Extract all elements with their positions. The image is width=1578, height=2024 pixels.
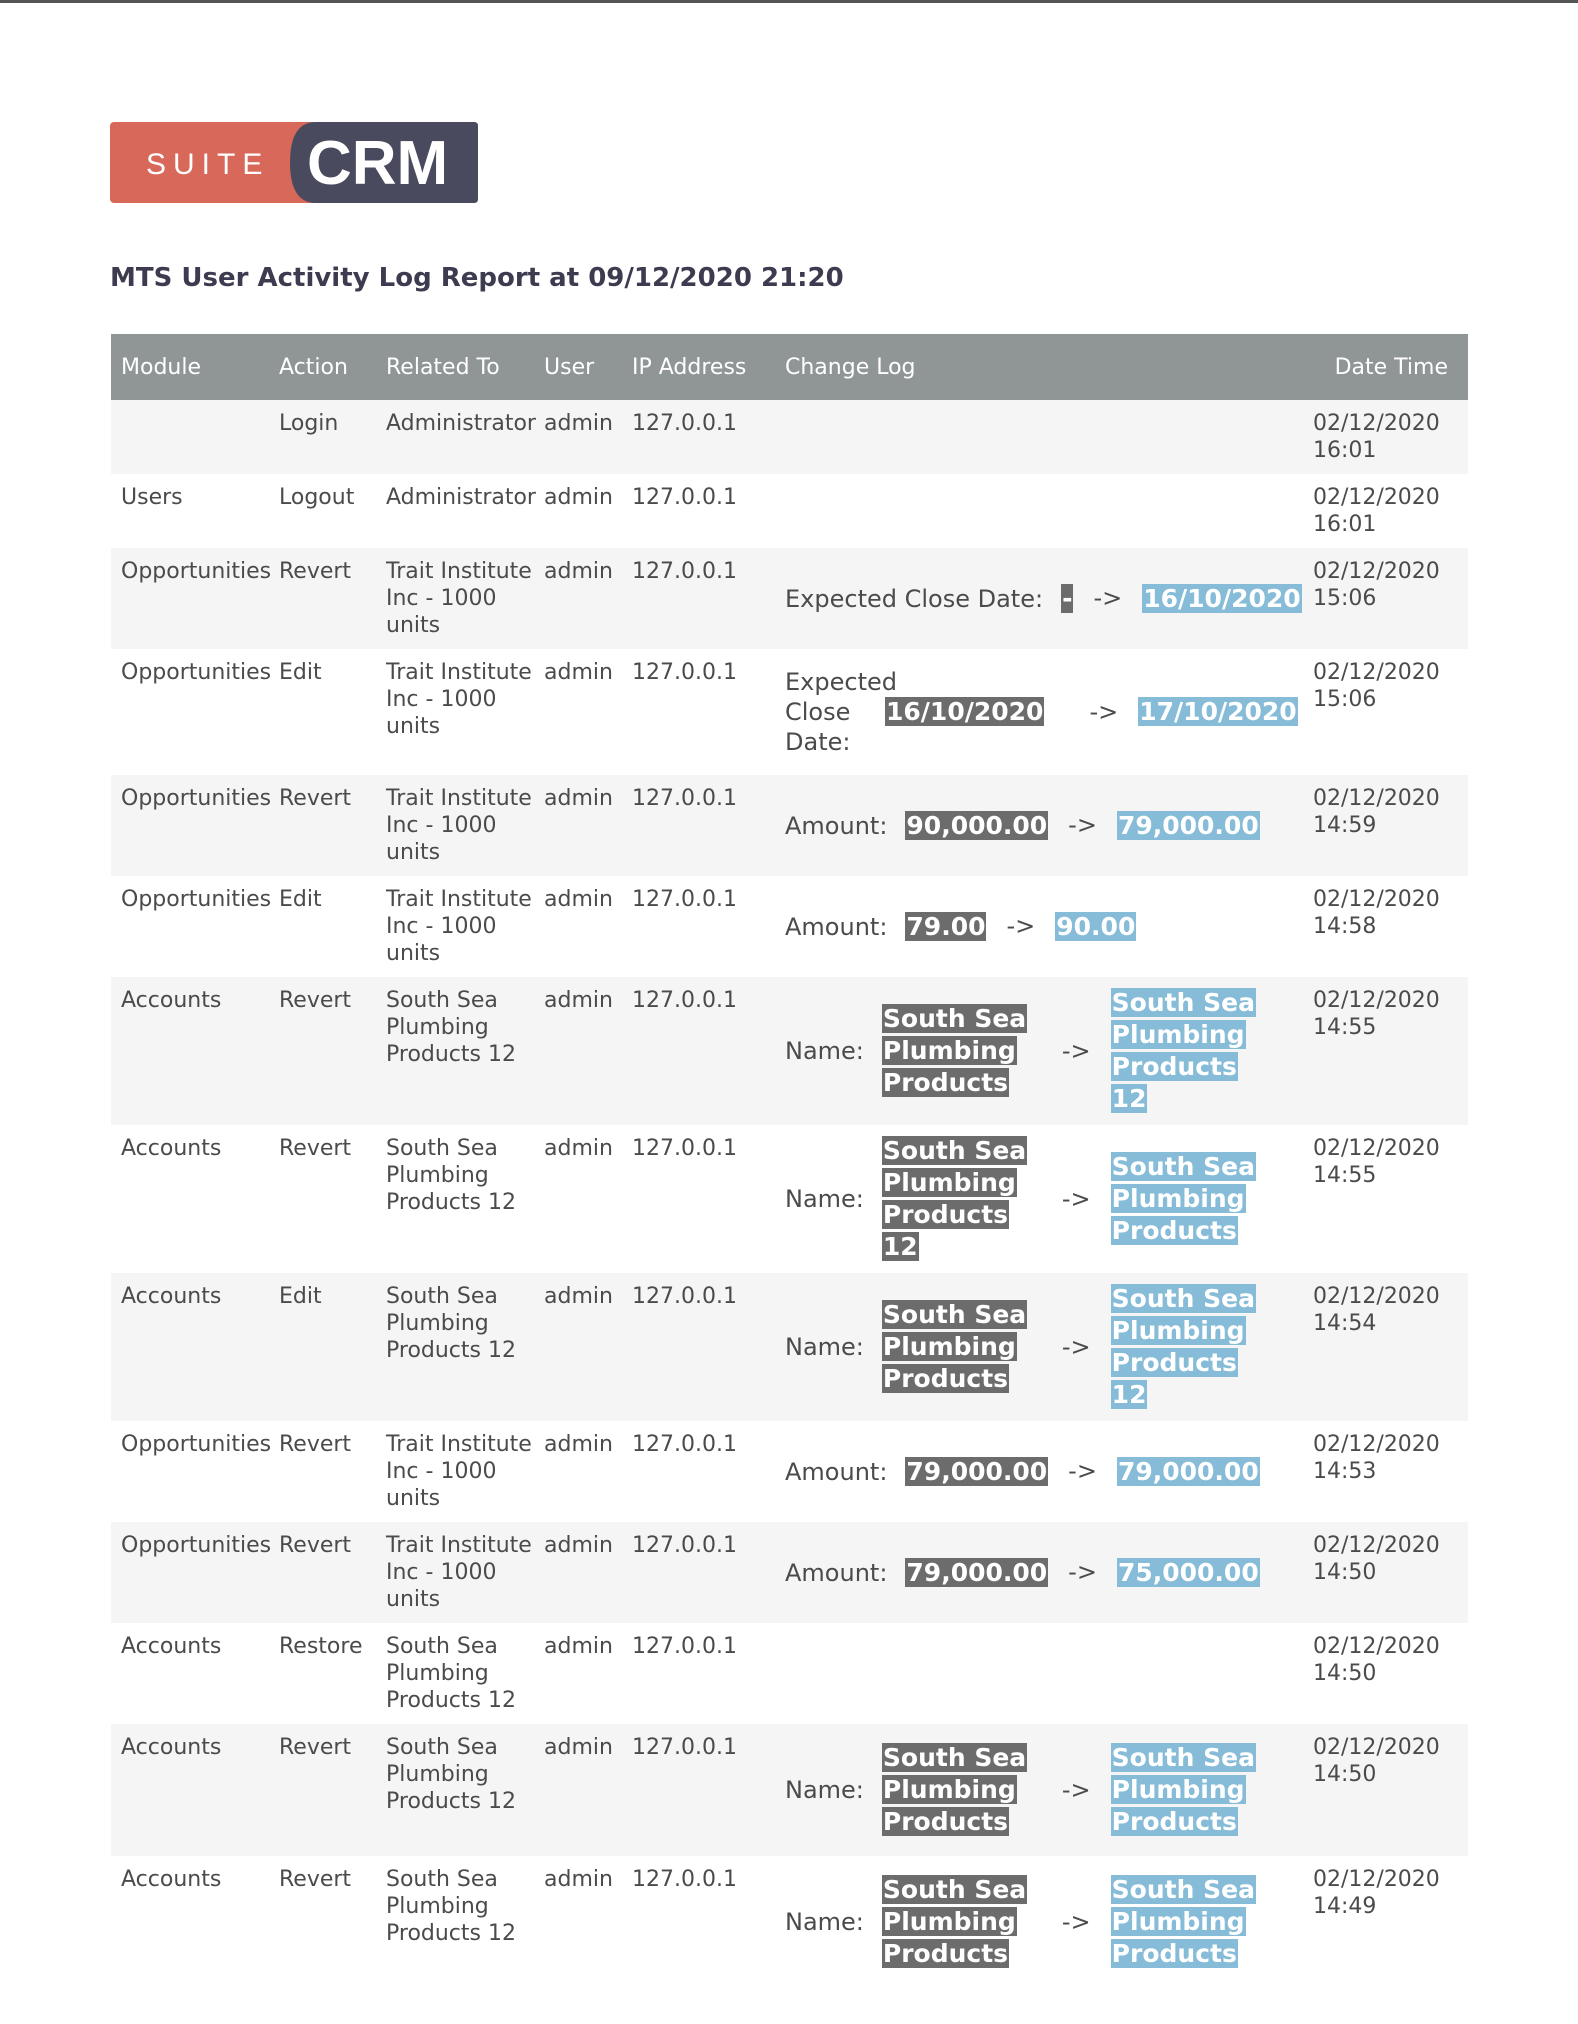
- logo-crm-text: CRM: [307, 129, 449, 198]
- date-time-cell: [1313, 1856, 1468, 1988]
- time-value: 14:54: [1313, 1311, 1377, 1336]
- related-to-link[interactable]: South Sea Plumbing Products 12: [376, 977, 534, 1125]
- change-log-entry: [785, 583, 1313, 615]
- change-log-entry: [785, 1456, 1313, 1488]
- old-value-box: [905, 1456, 1048, 1488]
- old-value-box: [882, 1299, 1042, 1395]
- table-row: [111, 548, 1468, 649]
- change-arrow: ->: [1061, 1184, 1091, 1213]
- change-log-cell: [775, 548, 1313, 649]
- new-value: 90.00: [1056, 911, 1136, 941]
- module-cell: Accounts: [111, 1724, 269, 1856]
- related-to-link[interactable]: Trait Institute Inc - 1000 units: [376, 548, 534, 649]
- action-cell: Revert: [269, 977, 376, 1125]
- date-time-cell: [1313, 474, 1468, 548]
- change-field-label: Amount:: [785, 912, 888, 941]
- date-time-cell: [1313, 400, 1468, 474]
- new-value-box: [1111, 1283, 1271, 1411]
- ip-address-cell: 127.0.0.1: [622, 649, 775, 775]
- date-value: 02/12/2020: [1313, 1533, 1440, 1558]
- table-row: [111, 876, 1468, 977]
- header-user: User: [534, 334, 622, 400]
- table-row: [111, 1724, 1468, 1856]
- new-value: 79,000.00: [1117, 810, 1259, 840]
- date-value: 02/12/2020: [1313, 988, 1440, 1013]
- action-cell: Logout: [269, 474, 376, 548]
- change-field-label: Amount:: [785, 1558, 888, 1587]
- time-value: 14:50: [1313, 1661, 1377, 1686]
- old-value: 79,000.00: [906, 1456, 1048, 1486]
- change-field-label: Name:: [785, 1776, 864, 1804]
- date-time-cell: [1313, 1623, 1468, 1724]
- change-arrow: ->: [1089, 697, 1119, 726]
- new-value: 75,000.00: [1117, 1557, 1259, 1587]
- date-value: 02/12/2020: [1313, 1432, 1440, 1457]
- change-log-cell: [775, 649, 1313, 775]
- table-row: [111, 400, 1468, 474]
- module-cell: Opportunities: [111, 1522, 269, 1623]
- new-value: South Sea Plumbing Products 12: [1111, 1284, 1255, 1409]
- table-row: [111, 1623, 1468, 1724]
- table-row: [111, 1421, 1468, 1522]
- date-time-cell: [1313, 775, 1468, 876]
- action-cell: Edit: [269, 876, 376, 977]
- old-value: South Sea Plumbing Products: [882, 1300, 1027, 1393]
- header-ip-address: IP Address: [622, 334, 775, 400]
- new-value: South Sea Plumbing Products 12: [1111, 988, 1255, 1113]
- new-value-box: [1111, 1742, 1271, 1838]
- date-value: 02/12/2020: [1313, 1867, 1440, 1892]
- table-row: [111, 474, 1468, 548]
- table-row: [111, 977, 1468, 1125]
- change-log-entry: [785, 1742, 1313, 1838]
- new-value-box: [1142, 583, 1301, 615]
- related-to-link[interactable]: South Sea Plumbing Products 12: [376, 1273, 534, 1421]
- old-value-box: [905, 810, 1048, 842]
- change-log-cell: [775, 1522, 1313, 1623]
- table-row: [111, 1856, 1468, 1988]
- change-log-cell: [775, 1421, 1313, 1522]
- related-to-link[interactable]: Trait Institute Inc - 1000 units: [376, 876, 534, 977]
- old-value: South Sea Plumbing Products 12: [882, 1136, 1027, 1261]
- old-value: South Sea Plumbing Products: [882, 1004, 1027, 1097]
- ip-address-cell: 127.0.0.1: [622, 775, 775, 876]
- related-to-link[interactable]: Trait Institute Inc - 1000 units: [376, 649, 534, 775]
- change-log-cell: [775, 1724, 1313, 1856]
- change-log-cell: [775, 876, 1313, 977]
- change-log-cell: [775, 474, 1313, 548]
- related-to-link[interactable]: South Sea Plumbing Products 12: [376, 1623, 534, 1724]
- old-value-box: [905, 1557, 1048, 1589]
- module-cell: Accounts: [111, 1125, 269, 1273]
- change-log-entry: [785, 810, 1313, 842]
- suitecrm-logo: [110, 122, 478, 203]
- date-time-cell: [1313, 1421, 1468, 1522]
- change-log-entry: [785, 1557, 1313, 1589]
- change-log-cell: [775, 977, 1313, 1125]
- change-log-entry: [785, 911, 1313, 943]
- header-module: Module: [111, 334, 269, 400]
- change-log-entry: [785, 667, 1313, 757]
- time-value: 14:59: [1313, 813, 1377, 838]
- user-cell: admin: [534, 1273, 622, 1421]
- old-value: 79.00: [906, 911, 986, 941]
- module-cell: [111, 400, 269, 474]
- new-value-box: [1111, 1874, 1271, 1970]
- time-value: 14:49: [1313, 1894, 1377, 1919]
- change-field-label: Name:: [785, 1908, 864, 1936]
- new-value: 79,000.00: [1117, 1456, 1259, 1486]
- date-value: 02/12/2020: [1313, 1634, 1440, 1659]
- action-cell: Revert: [269, 1724, 376, 1856]
- user-cell: admin: [534, 1125, 622, 1273]
- related-to-link[interactable]: South Sea Plumbing Products 12: [376, 1724, 534, 1856]
- date-time-cell: [1313, 1273, 1468, 1421]
- new-value: 17/10/2020: [1139, 697, 1297, 726]
- old-value-box: [882, 1742, 1042, 1838]
- change-field-label: Expected Close Date:: [785, 584, 1044, 613]
- module-cell: Opportunities: [111, 548, 269, 649]
- date-value: 02/12/2020: [1313, 1136, 1440, 1161]
- user-cell: admin: [534, 1724, 622, 1856]
- module-cell: Opportunities: [111, 649, 269, 775]
- new-value: 16/10/2020: [1143, 583, 1301, 613]
- user-cell: admin: [534, 1421, 622, 1522]
- old-value: 79,000.00: [906, 1557, 1048, 1587]
- change-log-cell: [775, 1125, 1313, 1273]
- action-cell: Edit: [269, 1273, 376, 1421]
- header-related-to: Related To: [376, 334, 534, 400]
- date-time-cell: [1313, 876, 1468, 977]
- logo-suite-text: SUITE: [146, 148, 270, 181]
- table-header-row: [111, 334, 1468, 400]
- change-field-label: Amount:: [785, 811, 888, 840]
- new-value-box: [1111, 987, 1271, 1115]
- change-arrow: ->: [1093, 584, 1123, 612]
- date-value: 02/12/2020: [1313, 559, 1440, 584]
- ip-address-cell: 127.0.0.1: [622, 876, 775, 977]
- user-cell: admin: [534, 649, 622, 775]
- old-value-box: [885, 696, 1069, 728]
- old-value: 90,000.00: [906, 810, 1048, 840]
- date-time-cell: [1313, 977, 1468, 1125]
- module-cell: Opportunities: [111, 1421, 269, 1522]
- table-row: [111, 1522, 1468, 1623]
- ip-address-cell: 127.0.0.1: [622, 1421, 775, 1522]
- header-change-log: Change Log: [775, 334, 1313, 400]
- ip-address-cell: 127.0.0.1: [622, 1856, 775, 1988]
- table-body: [111, 400, 1468, 1988]
- module-cell: Accounts: [111, 1856, 269, 1988]
- module-cell: Accounts: [111, 977, 269, 1125]
- ip-address-cell: 127.0.0.1: [622, 474, 775, 548]
- date-value: 02/12/2020: [1313, 786, 1440, 811]
- change-arrow: ->: [1068, 1558, 1097, 1586]
- change-log-entry: [785, 1283, 1313, 1411]
- old-value-box: [905, 911, 986, 943]
- new-value-box: [1111, 1151, 1271, 1247]
- action-cell: Login: [269, 400, 376, 474]
- new-value: South Sea Plumbing Products: [1111, 1875, 1255, 1968]
- old-value: 16/10/2020: [886, 697, 1044, 726]
- change-log-cell: [775, 1623, 1313, 1724]
- time-value: 14:55: [1313, 1163, 1377, 1188]
- user-cell: admin: [534, 548, 622, 649]
- action-cell: Revert: [269, 548, 376, 649]
- table-row: [111, 1125, 1468, 1273]
- change-field-label: Expected Close Date:: [785, 668, 897, 756]
- change-log-entry: [785, 987, 1313, 1115]
- date-time-cell: [1313, 548, 1468, 649]
- module-cell: Opportunities: [111, 775, 269, 876]
- ip-address-cell: 127.0.0.1: [622, 1273, 775, 1421]
- header-date-time: Date Time: [1313, 334, 1468, 400]
- change-arrow: ->: [1061, 1907, 1091, 1936]
- change-arrow: ->: [1061, 1332, 1091, 1361]
- new-value: South Sea Plumbing Products: [1111, 1743, 1255, 1836]
- change-log-cell: [775, 400, 1313, 474]
- date-value: 02/12/2020: [1313, 1284, 1440, 1309]
- old-value-box: [1061, 583, 1073, 615]
- change-field-label: Name:: [785, 1333, 864, 1361]
- user-cell: admin: [534, 1623, 622, 1724]
- ip-address-cell: 127.0.0.1: [622, 977, 775, 1125]
- module-cell: Opportunities: [111, 876, 269, 977]
- change-log-entry: [785, 1874, 1313, 1970]
- change-log-entry: [785, 1135, 1313, 1263]
- change-field-label: Amount:: [785, 1457, 888, 1486]
- action-cell: Revert: [269, 1522, 376, 1623]
- ip-address-cell: 127.0.0.1: [622, 1522, 775, 1623]
- change-arrow: ->: [1061, 1775, 1091, 1804]
- related-to-link[interactable]: Administrator: [376, 474, 534, 548]
- change-arrow: ->: [1068, 1457, 1097, 1485]
- old-value: -: [1062, 583, 1073, 613]
- ip-address-cell: 127.0.0.1: [622, 1724, 775, 1856]
- module-cell: Accounts: [111, 1273, 269, 1421]
- date-time-cell: [1313, 1522, 1468, 1623]
- time-value: 15:06: [1313, 586, 1377, 611]
- date-value: 02/12/2020: [1313, 485, 1440, 510]
- change-log-cell: [775, 1856, 1313, 1988]
- activity-log-table: [111, 334, 1468, 1988]
- top-border: [0, 0, 1578, 3]
- date-value: 02/12/2020: [1313, 660, 1440, 685]
- old-value-box: [882, 1874, 1042, 1970]
- change-field-label: Name:: [785, 1185, 864, 1213]
- action-cell: Revert: [269, 775, 376, 876]
- old-value: South Sea Plumbing Products: [882, 1743, 1027, 1836]
- time-value: 14:50: [1313, 1560, 1377, 1585]
- related-to-link[interactable]: Administrator: [376, 400, 534, 474]
- related-to-link[interactable]: Trait Institute Inc - 1000 units: [376, 1522, 534, 1623]
- date-time-cell: [1313, 1724, 1468, 1856]
- user-cell: admin: [534, 1856, 622, 1988]
- date-value: 02/12/2020: [1313, 411, 1440, 436]
- action-cell: Edit: [269, 649, 376, 775]
- time-value: 14:58: [1313, 914, 1377, 939]
- date-time-cell: [1313, 1125, 1468, 1273]
- table-row: [111, 775, 1468, 876]
- time-value: 14:55: [1313, 1015, 1377, 1040]
- new-value-box: [1117, 810, 1260, 842]
- new-value-box: [1117, 1557, 1260, 1589]
- user-cell: admin: [534, 400, 622, 474]
- related-to-link[interactable]: South Sea Plumbing Products 12: [376, 1856, 534, 1988]
- related-to-link[interactable]: Trait Institute Inc - 1000 units: [376, 775, 534, 876]
- related-to-link[interactable]: Trait Institute Inc - 1000 units: [376, 1421, 534, 1522]
- ip-address-cell: 127.0.0.1: [622, 1623, 775, 1724]
- action-cell: Revert: [269, 1125, 376, 1273]
- ip-address-cell: 127.0.0.1: [622, 1125, 775, 1273]
- report-title: MTS User Activity Log Report at 09/12/2020 21:20: [110, 263, 844, 293]
- header-action: Action: [269, 334, 376, 400]
- time-value: 14:53: [1313, 1459, 1377, 1484]
- date-time-cell: [1313, 649, 1468, 775]
- time-value: 16:01: [1313, 438, 1377, 463]
- module-cell: Accounts: [111, 1623, 269, 1724]
- user-cell: admin: [534, 876, 622, 977]
- change-log-cell: [775, 1273, 1313, 1421]
- change-arrow: ->: [1061, 1036, 1091, 1065]
- change-arrow: ->: [1006, 912, 1036, 940]
- old-value-box: [882, 1135, 1042, 1263]
- action-cell: Revert: [269, 1421, 376, 1522]
- time-value: 16:01: [1313, 512, 1377, 537]
- date-value: 02/12/2020: [1313, 1735, 1440, 1760]
- old-value-box: [882, 1003, 1042, 1099]
- table-row: [111, 1273, 1468, 1421]
- old-value: South Sea Plumbing Products: [882, 1875, 1027, 1968]
- module-cell: Users: [111, 474, 269, 548]
- change-log-cell: [775, 775, 1313, 876]
- date-value: 02/12/2020: [1313, 887, 1440, 912]
- new-value-box: [1138, 696, 1313, 728]
- related-to-link[interactable]: South Sea Plumbing Products 12: [376, 1125, 534, 1273]
- new-value: South Sea Plumbing Products: [1111, 1152, 1255, 1245]
- change-field-label: Name:: [785, 1037, 864, 1065]
- ip-address-cell: 127.0.0.1: [622, 548, 775, 649]
- new-value-box: [1117, 1456, 1260, 1488]
- user-cell: admin: [534, 775, 622, 876]
- action-cell: Restore: [269, 1623, 376, 1724]
- user-cell: admin: [534, 977, 622, 1125]
- table-row: [111, 649, 1468, 775]
- time-value: 15:06: [1313, 687, 1377, 712]
- change-arrow: ->: [1068, 811, 1097, 839]
- user-cell: admin: [534, 474, 622, 548]
- time-value: 14:50: [1313, 1762, 1377, 1787]
- new-value-box: [1055, 911, 1136, 943]
- ip-address-cell: 127.0.0.1: [622, 400, 775, 474]
- action-cell: Revert: [269, 1856, 376, 1988]
- user-cell: admin: [534, 1522, 622, 1623]
